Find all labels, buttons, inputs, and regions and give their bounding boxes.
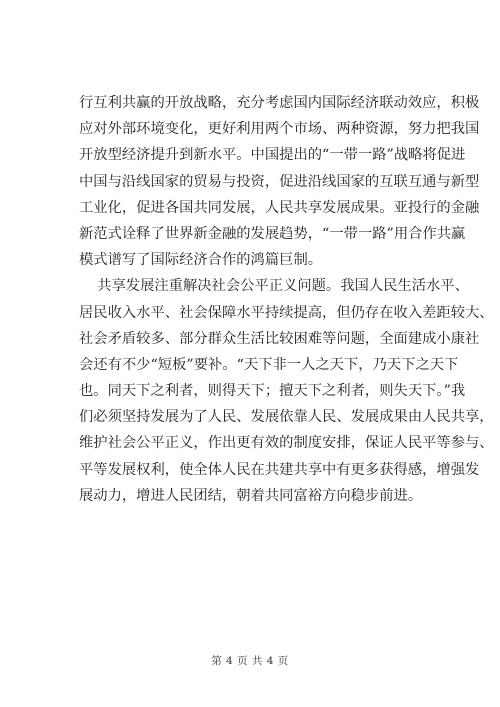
text-line: 共享发展注重解决社会公平正义问题。我国人民生活水平、 (79, 278, 469, 295)
text-line: 会还有不少“短板”要补。“天下非一人之天下，乃天下之天下 (79, 356, 459, 373)
text-line: 模式谱写了国际经济合作的鸿篇巨制。 (79, 252, 323, 269)
document-body (79, 90, 494, 509)
paragraph-1 (79, 90, 480, 273)
text-line: 应对外部环境变化，更好利用两个市场、两种资源，努力把我国 (79, 121, 480, 138)
page-footer (0, 654, 500, 668)
text-line: 工业化，促进各国共同发展，人民共享发展成果。亚投行的金融 (79, 199, 480, 216)
text-line: 也。同天下之利者，则得天下；擅天下之利者，则失天下。”我 (79, 383, 466, 400)
text-line: 开放型经济提升到新水平。中国提出的“一带一路”战略将促进 (79, 147, 466, 164)
text-line: 新范式诠释了世界新金融的发展趋势，“一带一路”用合作共赢 (79, 225, 466, 242)
text-line: 平等发展权利，使全体人民在共建共享中有更多获得感，增强发 (79, 461, 480, 478)
text-line: 们必须坚持发展为了人民、发展依靠人民、发展成果由人民共享， (79, 409, 494, 426)
text-line: 社会矛盾较多、部分群众生活比较困难等问题，全面建成小康社 (79, 330, 480, 347)
text-line: 居民收入水平、社会保障水平持续提高，但仍存在收入差距较大、 (79, 304, 494, 321)
text-line: 展动力，增进人民团结，朝着共同富裕方向稳步前进。 (79, 487, 423, 504)
text-line: 中国与沿线国家的贸易与投资，促进沿线国家的互联互通与新型 (79, 173, 480, 190)
page-number-label: 第 4 页 共 4 页 (211, 655, 289, 667)
text-line: 行互利共赢的开放战略，充分考虑国内国际经济联动效应，积极 (79, 95, 480, 111)
text-line: 维护社会公平正义，作出更有效的制度安排，保证人民平等参与、 (79, 435, 494, 452)
paragraph-2 (79, 273, 494, 509)
